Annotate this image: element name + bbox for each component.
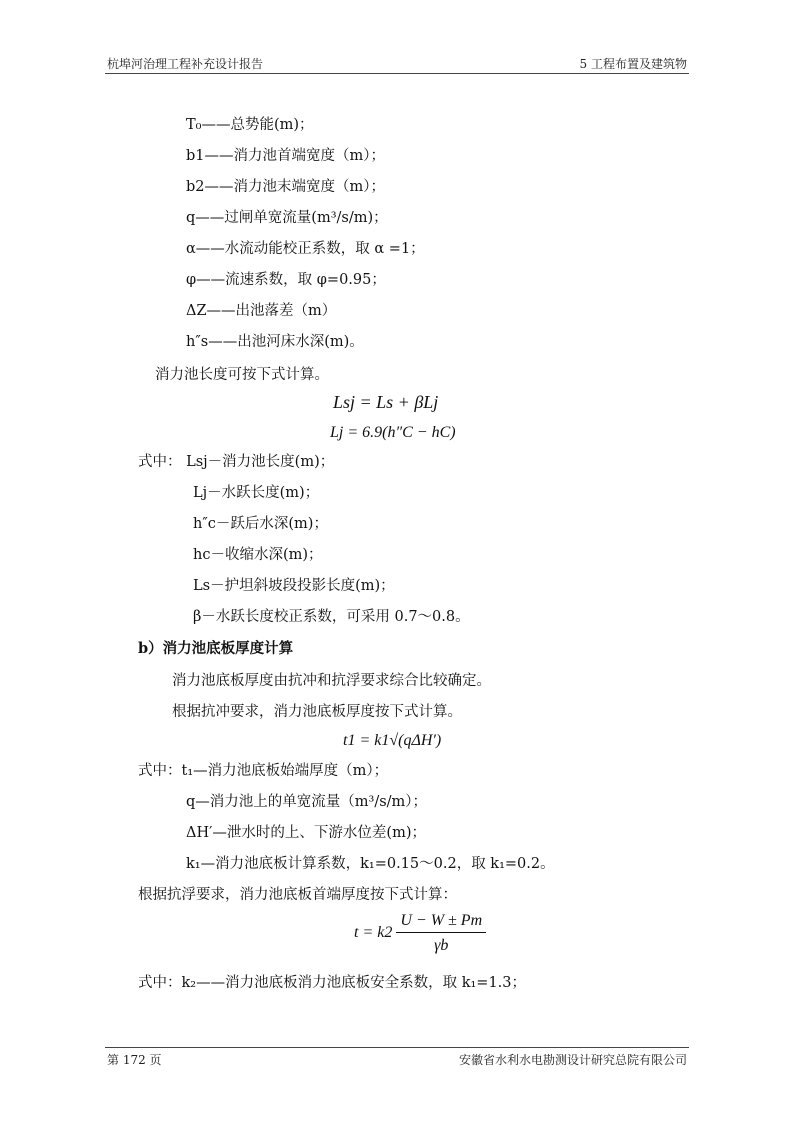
header-rule	[105, 73, 689, 74]
equation-lj: Lj = 6.9(h″C − hC)	[330, 424, 456, 441]
def-lj: Lj－水跃长度(m)；	[193, 485, 320, 501]
def-hs: h″s——出池河床水深(m)。	[186, 334, 364, 350]
def-t1: 式中：t₁—消力池底板始端厚度（m）；	[138, 763, 389, 779]
def-t0: T₀——总势能(m)；	[186, 117, 314, 133]
para-buoyancy: 根据抗浮要求，消力池底板首端厚度按下式计算：	[138, 887, 457, 903]
header-section: 5 工程布置及建筑物	[579, 57, 687, 71]
equation-t1: t1 = k1√(qΔH′)	[343, 732, 442, 749]
equation-t-denominator: γb	[434, 937, 449, 954]
def-hc-double-prime: h″c－跃后水深(m)；	[193, 516, 328, 532]
equation-t	[354, 912, 486, 955]
equation-t-fraction	[396, 912, 486, 955]
def-beta: β－水跃长度校正系数，可采用 0.7～0.8。	[193, 609, 470, 625]
def-q: q——过闸单宽流量(m³/s/m)；	[186, 210, 388, 226]
def-alpha: α——水流动能校正系数，取 α =1；	[186, 241, 425, 257]
def-k2: 式中：k₂——消力池底板消力池底板安全系数，取 k₁=1.3；	[138, 975, 527, 991]
section-heading: b）消力池底板厚度计算	[138, 640, 294, 657]
def-lsj: 式中： Lsj－消力池长度(m)；	[138, 454, 335, 470]
header-title: 杭埠河治理工程补充设计报告	[107, 57, 264, 71]
para-pool-length: 消力池长度可按下式计算。	[155, 367, 329, 383]
para-thickness: 消力池底板厚度由抗冲和抗浮要求综合比较确定。	[172, 673, 491, 689]
para-scour: 根据抗冲要求，消力池底板厚度按下式计算。	[172, 704, 462, 720]
def-b2: b2——消力池末端宽度（m）；	[186, 179, 386, 195]
equation-lsj: Lsj = Ls + βLj	[333, 392, 439, 412]
footer-org: 安徽省水利水电勘测设计研究总院有限公司	[458, 1053, 687, 1067]
def-delta-h: ΔH′—泄水时的上、下游水位差(m)；	[186, 825, 426, 841]
def-phi: φ——流速系数，取 φ=0.95；	[186, 272, 386, 288]
def-hc: hc－收缩水深(m)；	[193, 547, 323, 563]
equation-t-numerator: U − W ± Pm	[396, 912, 486, 933]
def-k1: k₁—消力池底板计算系数，k₁=0.15～0.2，取 k₁=0.2。	[186, 856, 555, 872]
equation-t-lhs: t = k2	[354, 924, 393, 942]
page-number: 第 172 页	[107, 1053, 162, 1067]
def-ls: Ls－护坦斜坡段投影长度(m)；	[193, 578, 395, 594]
footer-rule	[105, 1047, 689, 1048]
def-q2: q—消力池上的单宽流量（m³/s/m）；	[186, 794, 428, 810]
def-b1: b1——消力池首端宽度（m）；	[186, 148, 386, 164]
def-delta-z: ΔZ——出池落差（m）	[186, 303, 337, 319]
